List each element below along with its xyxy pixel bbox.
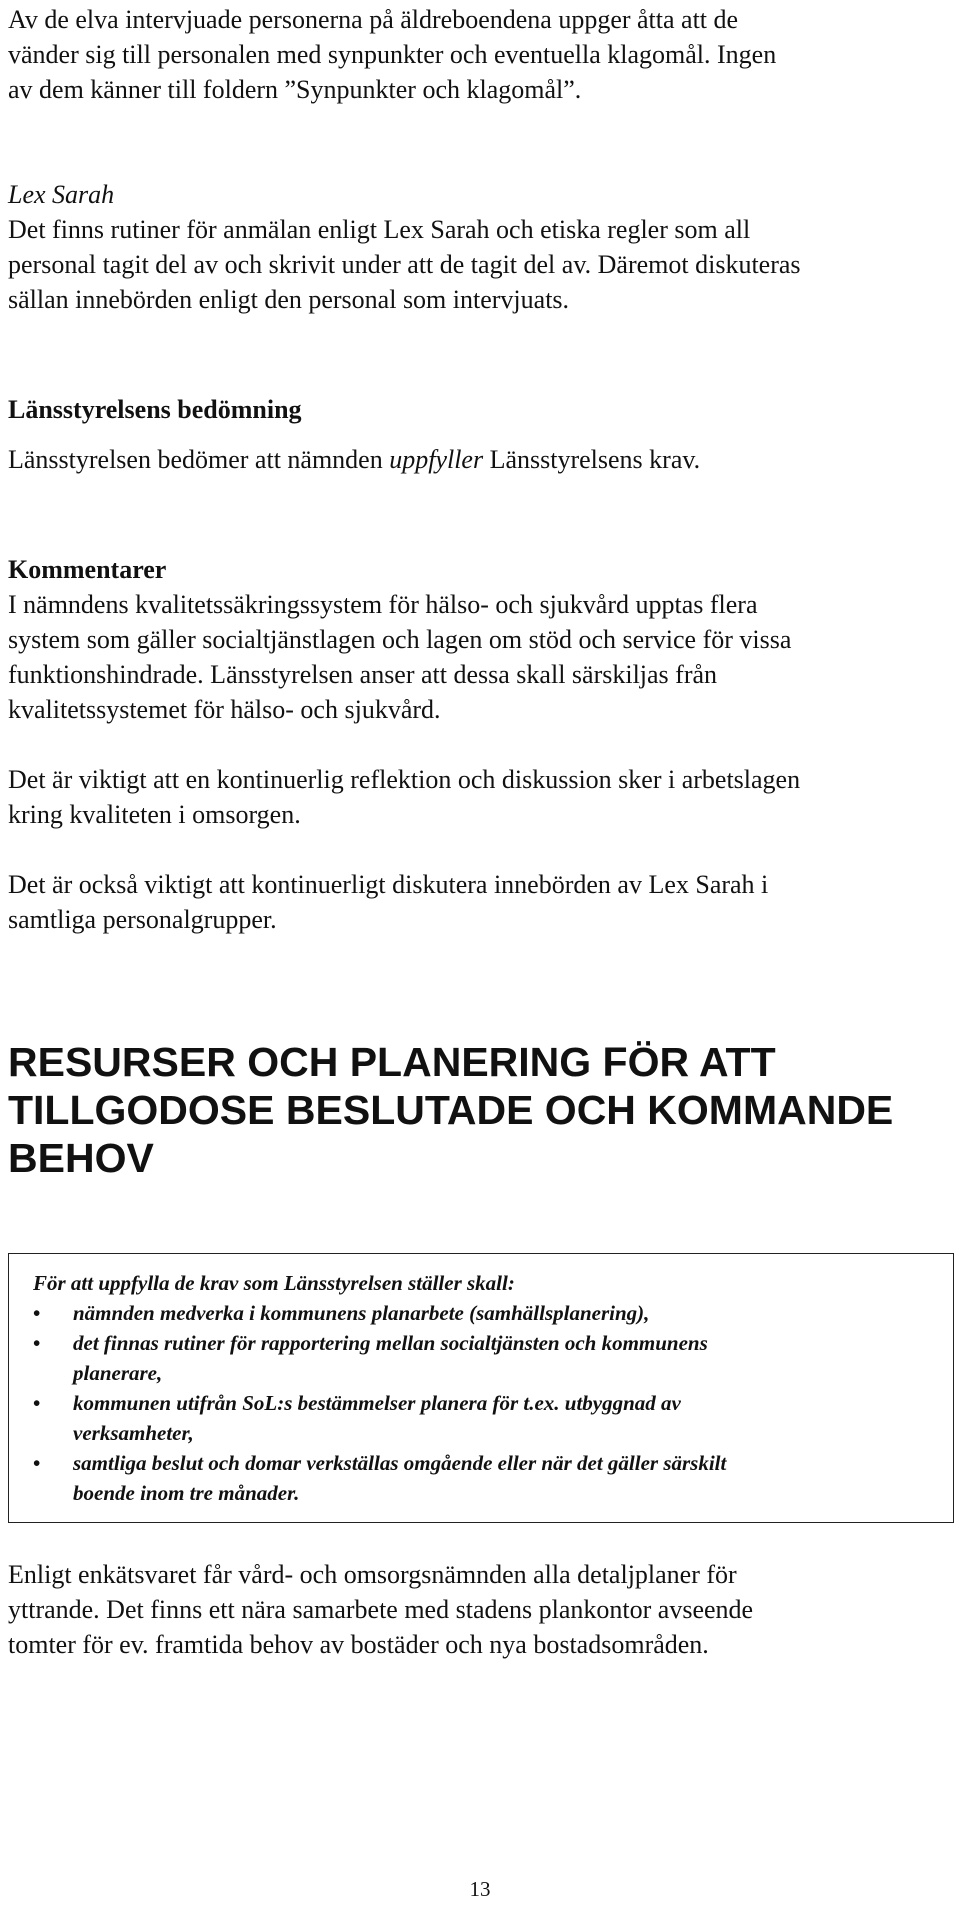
bullet-icon: • bbox=[33, 1391, 41, 1415]
comments-paragraph-3 bbox=[8, 867, 953, 937]
bullet-icon: • bbox=[33, 1331, 41, 1355]
comments-p1-line-1: I nämndens kvalitetssäkringssystem för hälso- och sjukvård upptas flera bbox=[8, 590, 758, 619]
requirement-item bbox=[33, 1388, 939, 1448]
requirement-line-1: samtliga beslut och domar verkställas omgående eller när det gäller särskilt bbox=[73, 1451, 727, 1475]
comments-title: Kommentarer bbox=[8, 555, 167, 584]
lex-sarah-line-3: sällan innebörden enligt den personal som intervjuats. bbox=[8, 285, 570, 314]
bullet-icon: • bbox=[33, 1301, 41, 1325]
section-heading-line-1: RESURSER OCH PLANERING FÖR ATT bbox=[8, 1039, 776, 1085]
requirement-line-2: boende inom tre månader. bbox=[73, 1481, 300, 1505]
lex-sarah-title: Lex Sarah bbox=[8, 180, 115, 209]
assessment-text bbox=[8, 442, 953, 477]
comments-p2-line-2: kring kvaliteten i omsorgen. bbox=[8, 800, 301, 829]
comments-p1-line-2: system som gäller socialtjänstlagen och lagen om stöd och service för vissa bbox=[8, 625, 792, 654]
requirement-line-1: det finnas rutiner för rapportering mellan socialtjänsten och kommunens bbox=[73, 1331, 708, 1355]
lex-sarah-line-1: Det finns rutiner för anmälan enligt Lex Sarah och etiska regler som all bbox=[8, 215, 751, 244]
comments-p3-line-2: samtliga personalgrupper. bbox=[8, 905, 277, 934]
section-heading bbox=[8, 1038, 953, 1182]
comments-p2-line-1: Det är viktigt att en kontinuerlig reflektion och diskussion sker i arbetslagen bbox=[8, 765, 801, 794]
comments-section bbox=[8, 552, 953, 727]
closing-line-3: tomter för ev. framtida behov av bostäder och nya bostadsområden. bbox=[8, 1630, 709, 1659]
comments-p1-line-4: kvalitetssystemet för hälso- och sjukvård. bbox=[8, 695, 441, 724]
assessment-title: Länsstyrelsens bedömning bbox=[8, 395, 302, 424]
assessment-text-after: Länsstyrelsens krav. bbox=[483, 445, 701, 474]
closing-line-2: yttrande. Det finns ett nära samarbete med stadens plankontor avseende bbox=[8, 1595, 754, 1624]
assessment-section bbox=[8, 392, 953, 427]
requirement-line-1: kommunen utifrån SoL:s bestämmelser planera för t.ex. utbyggnad av bbox=[73, 1391, 681, 1415]
intro-line-1: Av de elva intervjuade personerna på äldreboendena uppger åtta att de bbox=[8, 5, 739, 34]
section-heading-line-3: BEHOV bbox=[8, 1135, 154, 1181]
section-heading-line-2: TILLGODOSE BESLUTADE OCH KOMMANDE bbox=[8, 1087, 894, 1133]
requirement-line-2: verksamheter, bbox=[73, 1421, 194, 1445]
lex-sarah-section bbox=[8, 177, 953, 317]
lex-sarah-line-2: personal tagit del av och skrivit under att de tagit del av. Däremot diskuteras bbox=[8, 250, 801, 279]
comments-p3-line-1: Det är också viktigt att kontinuerligt diskutera innebörden av Lex Sarah i bbox=[8, 870, 769, 899]
closing-line-1: Enligt enkätsvaret får vård- och omsorgsnämnden alla detaljplaner för bbox=[8, 1560, 737, 1589]
requirement-line-2: planerare, bbox=[73, 1361, 163, 1385]
intro-line-2: vänder sig till personalen med synpunkter och eventuella klagomål. Ingen bbox=[8, 40, 777, 69]
requirements-intro: För att uppfylla de krav som Länsstyrelsen ställer skall: bbox=[33, 1271, 515, 1295]
comments-p1-line-3: funktionshindrade. Länsstyrelsen anser att dessa skall särskiljas från bbox=[8, 660, 718, 689]
assessment-emphasis: uppfyller bbox=[389, 445, 484, 474]
requirements-box bbox=[8, 1253, 954, 1523]
requirements-list bbox=[33, 1298, 939, 1508]
comments-paragraph-2 bbox=[8, 762, 953, 832]
intro-paragraph bbox=[8, 2, 953, 107]
page-number: 13 bbox=[469, 1877, 491, 1901]
closing-paragraph bbox=[8, 1557, 953, 1662]
requirement-item bbox=[33, 1448, 939, 1508]
requirement-item bbox=[33, 1328, 939, 1388]
requirement-item bbox=[33, 1298, 939, 1328]
assessment-text-before: Länsstyrelsen bedömer att nämnden bbox=[8, 445, 390, 474]
bullet-icon: • bbox=[33, 1451, 41, 1475]
requirement-line-1: nämnden medverka i kommunens planarbete (samhällsplanering), bbox=[73, 1301, 650, 1325]
intro-line-3: av dem känner till foldern ”Synpunkter och klagomål”. bbox=[8, 75, 582, 104]
